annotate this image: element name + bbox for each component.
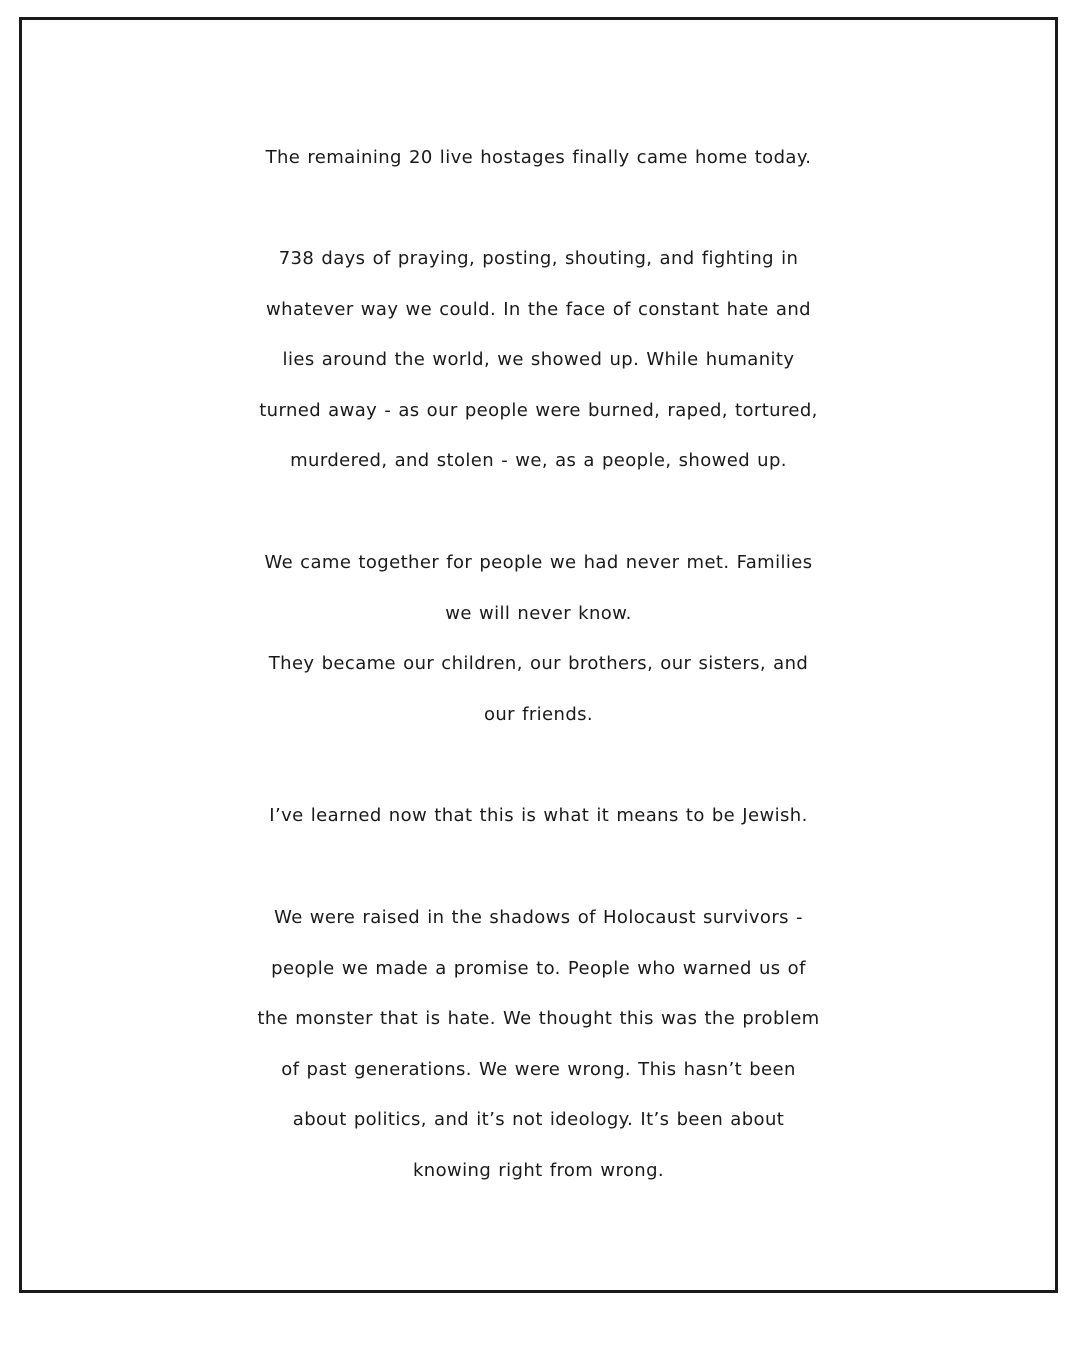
text-line: people we made a promise to. People who warned us of [271,957,806,979]
text-line: murdered, and stolen - we, as a people, showed up. [290,450,787,472]
paragraph-738-days [22,234,1055,487]
text-line: 738 days of praying, posting, shouting, and fighting in [278,248,799,269]
text-line: we will never know. [445,602,632,624]
text-line: We were raised in the shadows of Holocaust survivors - [274,907,803,928]
text-line: knowing right from wrong. [412,1159,665,1181]
paragraph-being-jewish [22,791,1055,842]
text-line: our friends. [483,703,594,725]
text-line: The remaining 20 live hostages finally came home today. [265,147,812,168]
text-line: I’ve learned now that this is what it means to be Jewish. [269,805,808,826]
text-line: of past generations. We were wrong. This hasn’t been [281,1058,796,1080]
text-line: They became our children, our brothers, our sisters, and [268,653,809,675]
document-frame [19,17,1058,1293]
text-line: turned away - as our people were burned, raped, tortured, [259,399,818,421]
text-line: the monster that is hate. We thought this was the problem [257,1008,820,1030]
text-line: about politics, and it’s not ideology. It’s been about [292,1109,785,1131]
paragraph-holocaust-survivors [22,893,1055,1197]
paragraph-hostages-home [22,133,1055,184]
text-line: We came together for people we had never met. Families [264,552,813,573]
text-line: lies around the world, we showed up. While humanity [282,349,795,371]
text-line: whatever way we could. In the face of constant hate and [266,298,811,320]
paragraph-came-together [22,538,1055,740]
